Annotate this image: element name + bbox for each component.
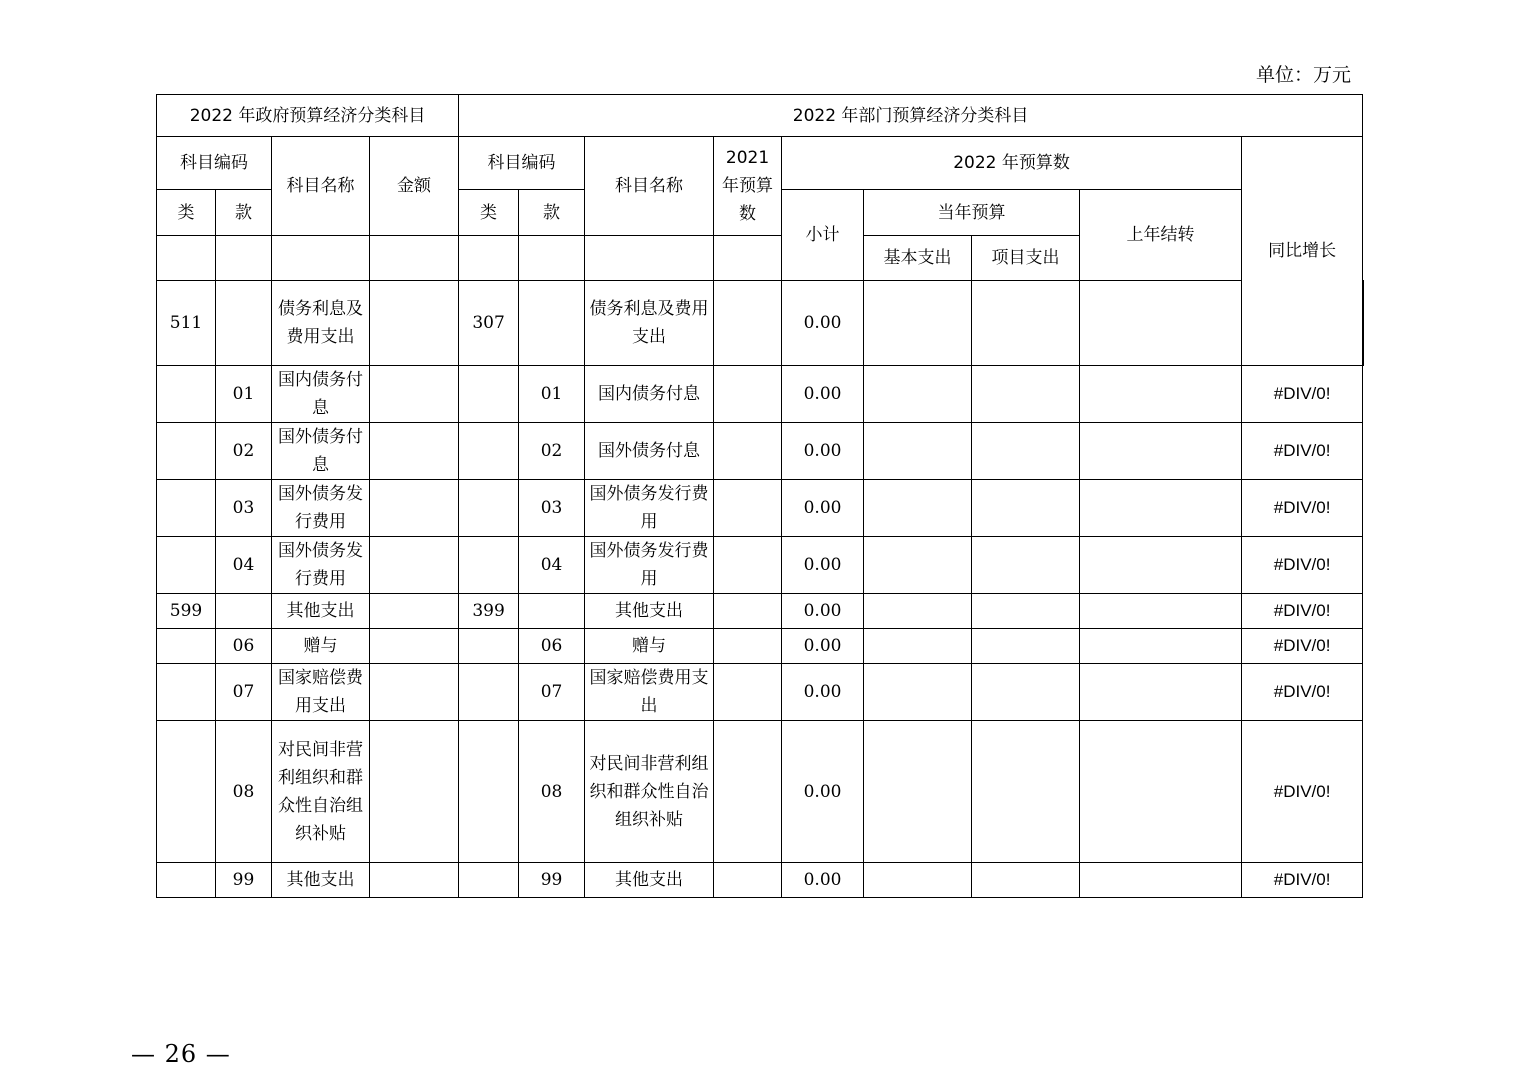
prev-budget-cell — [714, 594, 782, 629]
prev-budget-cell — [714, 664, 782, 721]
gov-class-cell — [157, 863, 216, 898]
prev-budget-cell — [714, 863, 782, 898]
dept-class-cell — [459, 863, 519, 898]
project-expense-header: 项目支出 — [972, 236, 1080, 281]
table-row — [157, 480, 1364, 537]
gov-name-cell: 赠与 — [272, 629, 370, 664]
project-expense-cell — [972, 863, 1080, 898]
prev-budget-header: 2021 年预算数 — [714, 137, 782, 236]
amount-cell — [370, 537, 459, 594]
blank-cell — [370, 236, 459, 281]
basic-expense-cell — [864, 480, 972, 537]
blank-cell — [714, 236, 782, 281]
dept-item-cell — [519, 594, 585, 629]
subtotal-cell: 0.00 — [782, 281, 864, 366]
carryover-cell — [1080, 480, 1242, 537]
gov-class-cell — [157, 664, 216, 721]
project-expense-cell — [972, 480, 1080, 537]
gov-name-cell: 其他支出 — [272, 594, 370, 629]
gov-code-header: 科目编码 — [157, 137, 272, 190]
gov-item-cell: 01 — [216, 366, 272, 423]
subtotal-cell: 0.00 — [782, 423, 864, 480]
project-expense-cell — [972, 721, 1080, 863]
table-row — [157, 721, 1364, 863]
gov-name-cell: 国外债务发行费用 — [272, 480, 370, 537]
dept-class-cell — [459, 366, 519, 423]
prev-budget-cell — [714, 721, 782, 863]
gov-class-cell — [157, 423, 216, 480]
carryover-cell — [1080, 537, 1242, 594]
gov-item-cell: 03 — [216, 480, 272, 537]
amount-cell — [370, 366, 459, 423]
amount-header: 金额 — [370, 137, 459, 236]
project-expense-cell — [972, 664, 1080, 721]
dept-item-cell: 02 — [519, 423, 585, 480]
gov-item-cell: 99 — [216, 863, 272, 898]
dept-item-cell: 03 — [519, 480, 585, 537]
dept-name-cell: 债务利息及费用支出 — [585, 281, 714, 366]
subtotal-cell: 0.00 — [782, 863, 864, 898]
gov-item-cell: 06 — [216, 629, 272, 664]
carryover-cell — [1080, 423, 1242, 480]
amount-cell — [370, 664, 459, 721]
dept-class-cell — [459, 480, 519, 537]
carryover-header: 上年结转 — [1080, 190, 1242, 281]
basic-expense-cell — [864, 423, 972, 480]
yoy-cell: #DIV/0! — [1242, 629, 1363, 664]
yoy-cell: #DIV/0! — [1242, 664, 1363, 721]
gov-item-cell: 07 — [216, 664, 272, 721]
basic-expense-cell — [864, 281, 972, 366]
dept-item-cell: 06 — [519, 629, 585, 664]
table-row — [157, 423, 1364, 480]
dept-item-cell: 01 — [519, 366, 585, 423]
dept-name-cell: 国外债务发行费用 — [585, 480, 714, 537]
dept-item-cell: 99 — [519, 863, 585, 898]
yoy-cell: #DIV/0! — [1242, 480, 1363, 537]
gov-group-header: 2022 年政府预算经济分类科目 — [157, 95, 459, 137]
yoy-cell: #DIV/0! — [1242, 366, 1363, 423]
gov-class-cell — [157, 629, 216, 664]
dept-class-header: 类 — [459, 190, 519, 236]
basic-expense-cell — [864, 537, 972, 594]
dept-name-cell: 其他支出 — [585, 863, 714, 898]
dept-item-cell: 04 — [519, 537, 585, 594]
dept-name-cell: 国家赔偿费用支出 — [585, 664, 714, 721]
subtotal-cell: 0.00 — [782, 537, 864, 594]
table-row — [157, 629, 1364, 664]
amount-cell — [370, 480, 459, 537]
basic-expense-cell — [864, 721, 972, 863]
blank-cell — [272, 236, 370, 281]
table-row — [157, 664, 1364, 721]
gov-class-cell — [157, 366, 216, 423]
dept-class-cell — [459, 721, 519, 863]
current-year-header: 当年预算 — [864, 190, 1080, 236]
project-expense-cell — [972, 423, 1080, 480]
gov-class-header: 类 — [157, 190, 216, 236]
amount-cell — [370, 423, 459, 480]
basic-expense-cell — [864, 664, 972, 721]
project-expense-cell — [972, 281, 1080, 366]
dept-name-cell: 其他支出 — [585, 594, 714, 629]
dept-name-cell: 国外债务付息 — [585, 423, 714, 480]
budget-2022-header: 2022 年预算数 — [782, 137, 1242, 190]
basic-expense-cell — [864, 863, 972, 898]
amount-cell — [370, 281, 459, 366]
dept-class-cell — [459, 629, 519, 664]
project-expense-cell — [972, 537, 1080, 594]
gov-item-header: 款 — [216, 190, 272, 236]
table-row — [157, 281, 1364, 366]
dept-code-header: 科目编码 — [459, 137, 585, 190]
gov-name-cell: 国家赔偿费用支出 — [272, 664, 370, 721]
project-expense-cell — [972, 366, 1080, 423]
prev-budget-cell — [714, 629, 782, 664]
gov-item-cell: 08 — [216, 721, 272, 863]
blank-cell — [157, 236, 216, 281]
subtotal-cell: 0.00 — [782, 664, 864, 721]
dept-item-cell: 08 — [519, 721, 585, 863]
carryover-cell — [1080, 281, 1242, 366]
subtotal-cell: 0.00 — [782, 594, 864, 629]
basic-expense-cell — [864, 594, 972, 629]
yoy-header: 同比增长 — [1242, 137, 1363, 366]
basic-expense-cell — [864, 629, 972, 664]
budget-table — [156, 94, 1364, 898]
dept-item-cell: 07 — [519, 664, 585, 721]
yoy-cell: #DIV/0! — [1242, 423, 1363, 480]
gov-item-cell — [216, 594, 272, 629]
gov-name-cell: 国外债务付息 — [272, 423, 370, 480]
gov-class-cell: 599 — [157, 594, 216, 629]
prev-budget-cell — [714, 423, 782, 480]
yoy-cell: #DIV/0! — [1242, 863, 1363, 898]
carryover-cell — [1080, 594, 1242, 629]
project-expense-cell — [972, 629, 1080, 664]
dept-class-cell: 399 — [459, 594, 519, 629]
table-row — [157, 366, 1364, 423]
yoy-cell: #DIV/0! — [1242, 721, 1363, 863]
dept-class-cell — [459, 664, 519, 721]
subtotal-cell: 0.00 — [782, 480, 864, 537]
prev-budget-cell — [714, 366, 782, 423]
gov-item-cell — [216, 281, 272, 366]
yoy-cell: #DIV/0! — [1242, 537, 1363, 594]
table-row — [157, 863, 1364, 898]
carryover-cell — [1080, 664, 1242, 721]
gov-item-cell: 02 — [216, 423, 272, 480]
subtotal-cell: 0.00 — [782, 366, 864, 423]
unit-label: 单位：万元 — [1256, 64, 1352, 86]
header-row-2 — [157, 137, 1364, 190]
dept-item-header: 款 — [519, 190, 585, 236]
gov-class-cell — [157, 537, 216, 594]
carryover-cell — [1080, 629, 1242, 664]
basic-expense-header: 基本支出 — [864, 236, 972, 281]
amount-cell — [370, 594, 459, 629]
carryover-cell — [1080, 721, 1242, 863]
gov-name-cell: 对民间非营利组织和群众性自治组织补贴 — [272, 721, 370, 863]
gov-class-cell — [157, 480, 216, 537]
blank-cell — [216, 236, 272, 281]
blank-cell — [459, 236, 519, 281]
amount-cell — [370, 721, 459, 863]
dept-name-cell: 国外债务发行费用 — [585, 537, 714, 594]
gov-name-cell: 债务利息及费用支出 — [272, 281, 370, 366]
dept-name-cell: 国内债务付息 — [585, 366, 714, 423]
table-row — [157, 537, 1364, 594]
dept-name-header: 科目名称 — [585, 137, 714, 236]
prev-budget-cell — [714, 281, 782, 366]
project-expense-cell — [972, 594, 1080, 629]
basic-expense-cell — [864, 366, 972, 423]
gov-name-cell: 其他支出 — [272, 863, 370, 898]
dept-class-cell — [459, 537, 519, 594]
prev-budget-cell — [714, 480, 782, 537]
yoy-cell: #DIV/0! — [1242, 594, 1363, 629]
subtotal-header: 小计 — [782, 190, 864, 281]
blank-cell — [519, 236, 585, 281]
dept-class-cell — [459, 423, 519, 480]
gov-class-cell — [157, 721, 216, 863]
header-row-groups — [157, 95, 1364, 137]
table-row — [157, 594, 1364, 629]
page-number: — 26 — — [131, 1040, 231, 1068]
carryover-cell — [1080, 366, 1242, 423]
dept-class-cell: 307 — [459, 281, 519, 366]
gov-name-header: 科目名称 — [272, 137, 370, 236]
gov-item-cell: 04 — [216, 537, 272, 594]
amount-cell — [370, 629, 459, 664]
gov-class-cell: 511 — [157, 281, 216, 366]
dept-name-cell: 赠与 — [585, 629, 714, 664]
yoy-cell — [1363, 281, 1364, 366]
blank-cell — [585, 236, 714, 281]
dept-item-cell — [519, 281, 585, 366]
subtotal-cell: 0.00 — [782, 721, 864, 863]
prev-budget-cell — [714, 537, 782, 594]
subtotal-cell: 0.00 — [782, 629, 864, 664]
carryover-cell — [1080, 863, 1242, 898]
gov-name-cell: 国内债务付息 — [272, 366, 370, 423]
amount-cell — [370, 863, 459, 898]
dept-name-cell: 对民间非营利组织和群众性自治组织补贴 — [585, 721, 714, 863]
dept-group-header: 2022 年部门预算经济分类科目 — [459, 95, 1363, 137]
gov-name-cell: 国外债务发行费用 — [272, 537, 370, 594]
